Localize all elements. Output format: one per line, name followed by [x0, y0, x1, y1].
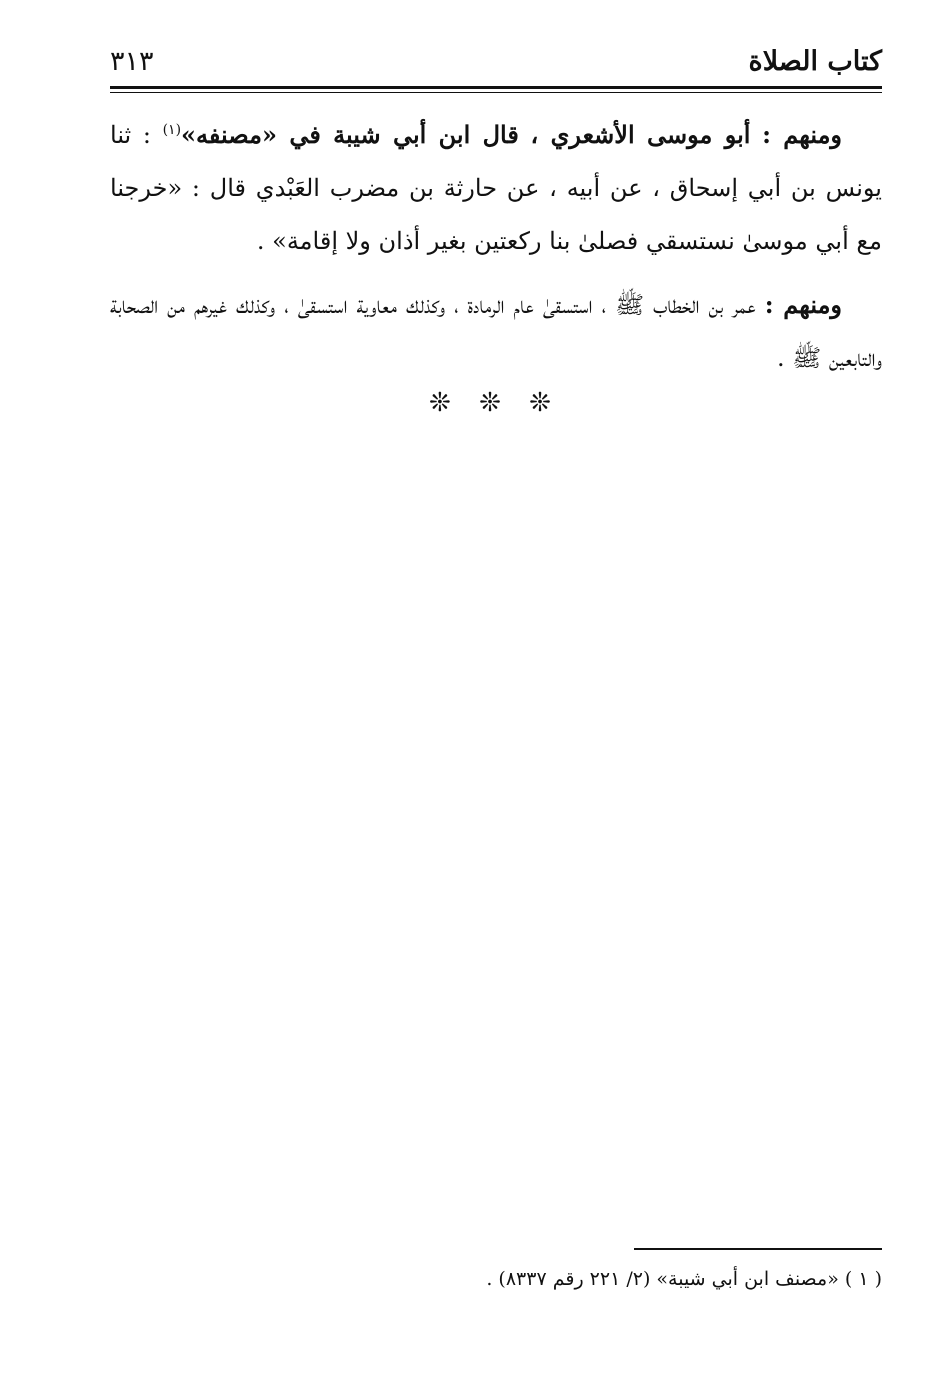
paragraph-abu-musa [110, 108, 882, 268]
body-text [110, 108, 882, 395]
header-rule-thick [110, 86, 882, 89]
chapter-title: كتاب الصلاة [748, 46, 882, 77]
footnote-reference[interactable]: (١) [162, 122, 182, 138]
paragraph-lead: ومنهم : [764, 290, 843, 319]
footnote-rule [634, 1248, 882, 1250]
paragraph-text: عمر بن الخطاب ﷺ ، استسقىٰ عام الرمادة ، وكذلك معاوية استسقىٰ ، وكذلك غيرهم من الصحابة والتابعين ﷺ . [110, 291, 882, 372]
companion-name: أبو موسى الأشعري ، [530, 120, 751, 149]
source-citation: قال ابن أبي شيبة في «مصنفه» [181, 120, 519, 149]
page-header [110, 40, 882, 86]
paragraph-text: : ثنا يونس بن أبي إسحاق ، عن أبيه ، عن حارثة بن مضرب العَبْدي قال : «خرجنا مع أبي موسىٰ نستسقي فصلىٰ بنا ركعتين بغير أذان ولا إقامة» . [110, 121, 882, 255]
paragraph-umar [110, 278, 882, 385]
section-separator: ❊ ❊ ❊ [429, 388, 561, 418]
paragraph-lead: ومنهم : [762, 120, 843, 149]
page-number: ٣١٣ [110, 46, 154, 77]
footnote: ( ١ ) «مصنف ابن أبي شيبة» (٢/ ٢٢١ رقم ٨٣٣٧) . [486, 1268, 882, 1290]
header-rule-thin [110, 92, 882, 93]
